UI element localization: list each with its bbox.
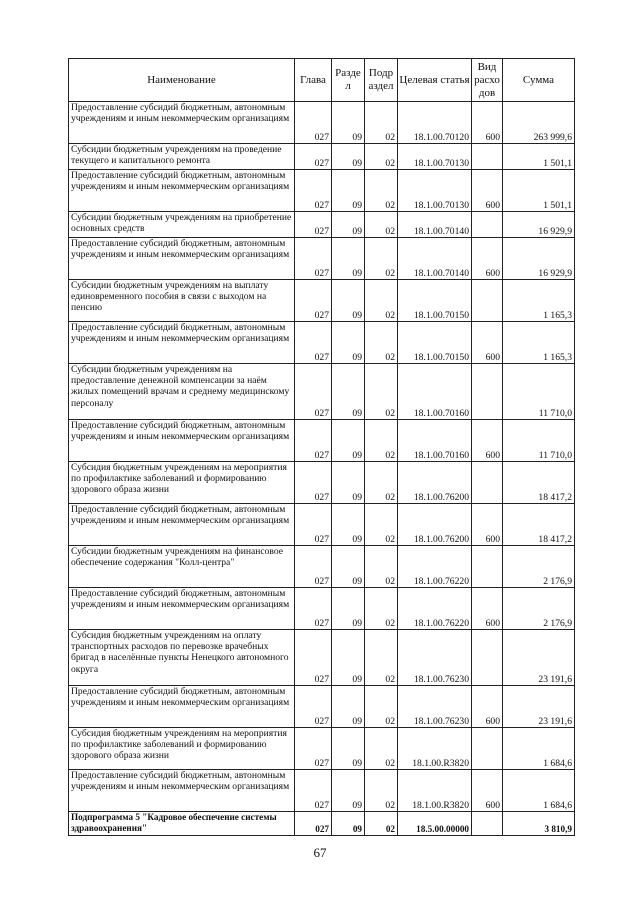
cell-glava: 027 [295,630,332,686]
cell-vid: 600 [472,770,503,812]
cell-target: 18.1.00.76220 [398,588,472,630]
header-target: Целевая статья [398,59,472,102]
cell-glava: 027 [295,170,332,212]
cell-glava: 027 [295,462,332,504]
cell-razdel: 09 [332,504,365,546]
cell-sum: 1 684,6 [503,728,575,770]
header-glava: Глава [295,59,332,102]
cell-podrazdel: 02 [365,280,398,322]
cell-target: 18.1.00.70150 [398,322,472,364]
cell-razdel: 09 [332,238,365,280]
table-row [69,144,575,170]
cell-podrazdel: 02 [365,102,398,144]
cell-sum: 263 999,6 [503,102,575,144]
cell-razdel: 09 [332,770,365,812]
cell-sum: 2 176,9 [503,546,575,588]
cell-name: Субсидия бюджетным учреждениям на мероприятия по профилактике заболеваний и формированию здорового образа жизни [69,462,295,504]
cell-sum: 1 684,6 [503,770,575,812]
table-row [69,212,575,238]
cell-vid [472,630,503,686]
cell-name: Предоставление субсидий бюджетным, автономным учреждениям и иным некоммерческим организациям [69,686,295,728]
cell-podrazdel: 02 [365,364,398,420]
cell-vid [472,212,503,238]
cell-vid: 600 [472,686,503,728]
table-row [69,770,575,812]
table-row [69,504,575,546]
cell-glava: 027 [295,322,332,364]
cell-target: 18.1.00.70120 [398,102,472,144]
cell-sum: 23 191,6 [503,630,575,686]
cell-target: 18.1.00.70160 [398,420,472,462]
budget-table [68,58,575,836]
cell-vid [472,812,503,836]
cell-target: 18.5.00.00000 [398,812,472,836]
table-row [69,170,575,212]
table-row [69,102,575,144]
cell-glava: 027 [295,504,332,546]
cell-target: 18.1.00.76200 [398,504,472,546]
cell-razdel: 09 [332,588,365,630]
cell-target: 18.1.00.76220 [398,546,472,588]
cell-glava: 027 [295,238,332,280]
cell-name: Предоставление субсидий бюджетным, автономным учреждениям и иным некоммерческим организациям [69,770,295,812]
table-row [69,728,575,770]
cell-razdel: 09 [332,322,365,364]
header-razdel: Разде л [332,59,365,102]
cell-name: Предоставление субсидий бюджетным, автономным учреждениям и иным некоммерческим организациям [69,170,295,212]
cell-podrazdel: 02 [365,546,398,588]
cell-glava: 027 [295,144,332,170]
cell-podrazdel: 02 [365,420,398,462]
cell-target: 18.1.00.70130 [398,170,472,212]
cell-target: 18.1.00.70140 [398,238,472,280]
cell-target: 18.1.00.76230 [398,630,472,686]
cell-glava: 027 [295,280,332,322]
cell-glava: 027 [295,546,332,588]
cell-podrazdel: 02 [365,144,398,170]
cell-name: Субсидия бюджетным учреждениям на мероприятия по профилактике заболеваний и формированию здорового образа жизни [69,728,295,770]
cell-sum: 18 417,2 [503,462,575,504]
table-row [69,812,575,836]
cell-podrazdel: 02 [365,462,398,504]
cell-vid: 600 [472,420,503,462]
cell-glava: 027 [295,728,332,770]
cell-name: Подпрограмма 5 "Кадровое обеспечение системы здравоохранения" [69,812,295,836]
cell-podrazdel: 02 [365,770,398,812]
cell-name: Предоставление субсидий бюджетным, автономным учреждениям и иным некоммерческим организациям [69,238,295,280]
page-number: 67 [313,845,327,860]
cell-target: 18.1.00.76200 [398,462,472,504]
cell-razdel: 09 [332,546,365,588]
cell-target: 18.1.00.70160 [398,364,472,420]
table-row [69,420,575,462]
cell-target: 18.1.00.70140 [398,212,472,238]
cell-glava: 027 [295,212,332,238]
cell-razdel: 09 [332,144,365,170]
cell-name: Предоставление субсидий бюджетным, автономным учреждениям и иным некоммерческим организациям [69,322,295,364]
cell-sum: 18 417,2 [503,504,575,546]
cell-vid: 600 [472,170,503,212]
table-row [69,588,575,630]
cell-vid: 600 [472,238,503,280]
cell-target: 18.1.00.R3820 [398,728,472,770]
header-name: Наименование [69,59,295,102]
cell-razdel: 09 [332,630,365,686]
cell-razdel: 09 [332,420,365,462]
cell-glava: 027 [295,420,332,462]
cell-podrazdel: 02 [365,238,398,280]
cell-razdel: 09 [332,686,365,728]
cell-name: Субсидии бюджетным учреждениям на предоставление денежной компенсации за наём жилых помещений врачам и среднему медицинскому персоналу [69,364,295,420]
table-row [69,462,575,504]
table-row [69,546,575,588]
cell-name: Субсидии бюджетным учреждениям на проведение текущего и капитального ремонта [69,144,295,170]
cell-sum: 1 501,1 [503,170,575,212]
cell-podrazdel: 02 [365,322,398,364]
cell-target: 18.1.00.70130 [398,144,472,170]
cell-sum: 23 191,6 [503,686,575,728]
cell-podrazdel: 02 [365,812,398,836]
cell-vid [472,364,503,420]
cell-vid: 600 [472,102,503,144]
table-row [69,364,575,420]
cell-razdel: 09 [332,364,365,420]
cell-sum: 1 501,1 [503,144,575,170]
cell-razdel: 09 [332,462,365,504]
cell-sum: 2 176,9 [503,588,575,630]
cell-sum: 16 929,9 [503,212,575,238]
cell-podrazdel: 02 [365,630,398,686]
cell-razdel: 09 [332,102,365,144]
cell-razdel: 09 [332,280,365,322]
cell-target: 18.1.00.70150 [398,280,472,322]
cell-name: Предоставление субсидий бюджетным, автономным учреждениям и иным некоммерческим организациям [69,420,295,462]
cell-vid: 600 [472,504,503,546]
header-sum: Сумма [503,59,575,102]
cell-name: Субсидии бюджетным учреждениям на приобретение основных средств [69,212,295,238]
cell-vid [472,546,503,588]
cell-vid [472,144,503,170]
cell-glava: 027 [295,686,332,728]
cell-name: Субсидии бюджетным учреждениям на финансовое обеспечение содержания "Колл-центра" [69,546,295,588]
cell-razdel: 09 [332,212,365,238]
cell-glava: 027 [295,812,332,836]
cell-podrazdel: 02 [365,588,398,630]
cell-name: Предоставление субсидий бюджетным, автономным учреждениям и иным некоммерческим организациям [69,588,295,630]
table-row [69,686,575,728]
cell-name: Предоставление субсидий бюджетным, автономным учреждениям и иным некоммерческим организациям [69,504,295,546]
cell-glava: 027 [295,770,332,812]
cell-podrazdel: 02 [365,728,398,770]
cell-sum: 1 165,3 [503,322,575,364]
cell-vid: 600 [472,322,503,364]
table-row [69,280,575,322]
header-podrazdel: Подр аздел [365,59,398,102]
cell-sum: 11 710,0 [503,364,575,420]
cell-glava: 027 [295,364,332,420]
cell-sum: 11 710,0 [503,420,575,462]
cell-podrazdel: 02 [365,504,398,546]
cell-vid: 600 [472,588,503,630]
cell-razdel: 09 [332,812,365,836]
cell-vid [472,728,503,770]
cell-target: 18.1.00.R3820 [398,770,472,812]
cell-name: Субсидии бюджетным учреждениям на выплату единовременного пособия в связи с выходом на пенсию [69,280,295,322]
cell-sum: 16 929,9 [503,238,575,280]
cell-vid [472,280,503,322]
header-vid: Вид расхо дов [472,59,503,102]
table-row [69,630,575,686]
cell-podrazdel: 02 [365,212,398,238]
cell-glava: 027 [295,588,332,630]
cell-podrazdel: 02 [365,686,398,728]
cell-razdel: 09 [332,728,365,770]
table-row [69,322,575,364]
cell-podrazdel: 02 [365,170,398,212]
table-body [69,102,575,836]
cell-target: 18.1.00.76230 [398,686,472,728]
table-row [69,238,575,280]
cell-glava: 027 [295,102,332,144]
cell-name: Предоставление субсидий бюджетным, автономным учреждениям и иным некоммерческим организациям [69,102,295,144]
cell-razdel: 09 [332,170,365,212]
cell-sum: 3 810,9 [503,812,575,836]
table-header-row [69,59,575,102]
cell-sum: 1 165,3 [503,280,575,322]
cell-vid [472,462,503,504]
cell-name: Субсидия бюджетным учреждениям на оплату транспортных расходов по перевозке врачебных бригад в населённые пункты Ненецкого автономного округа [69,630,295,686]
